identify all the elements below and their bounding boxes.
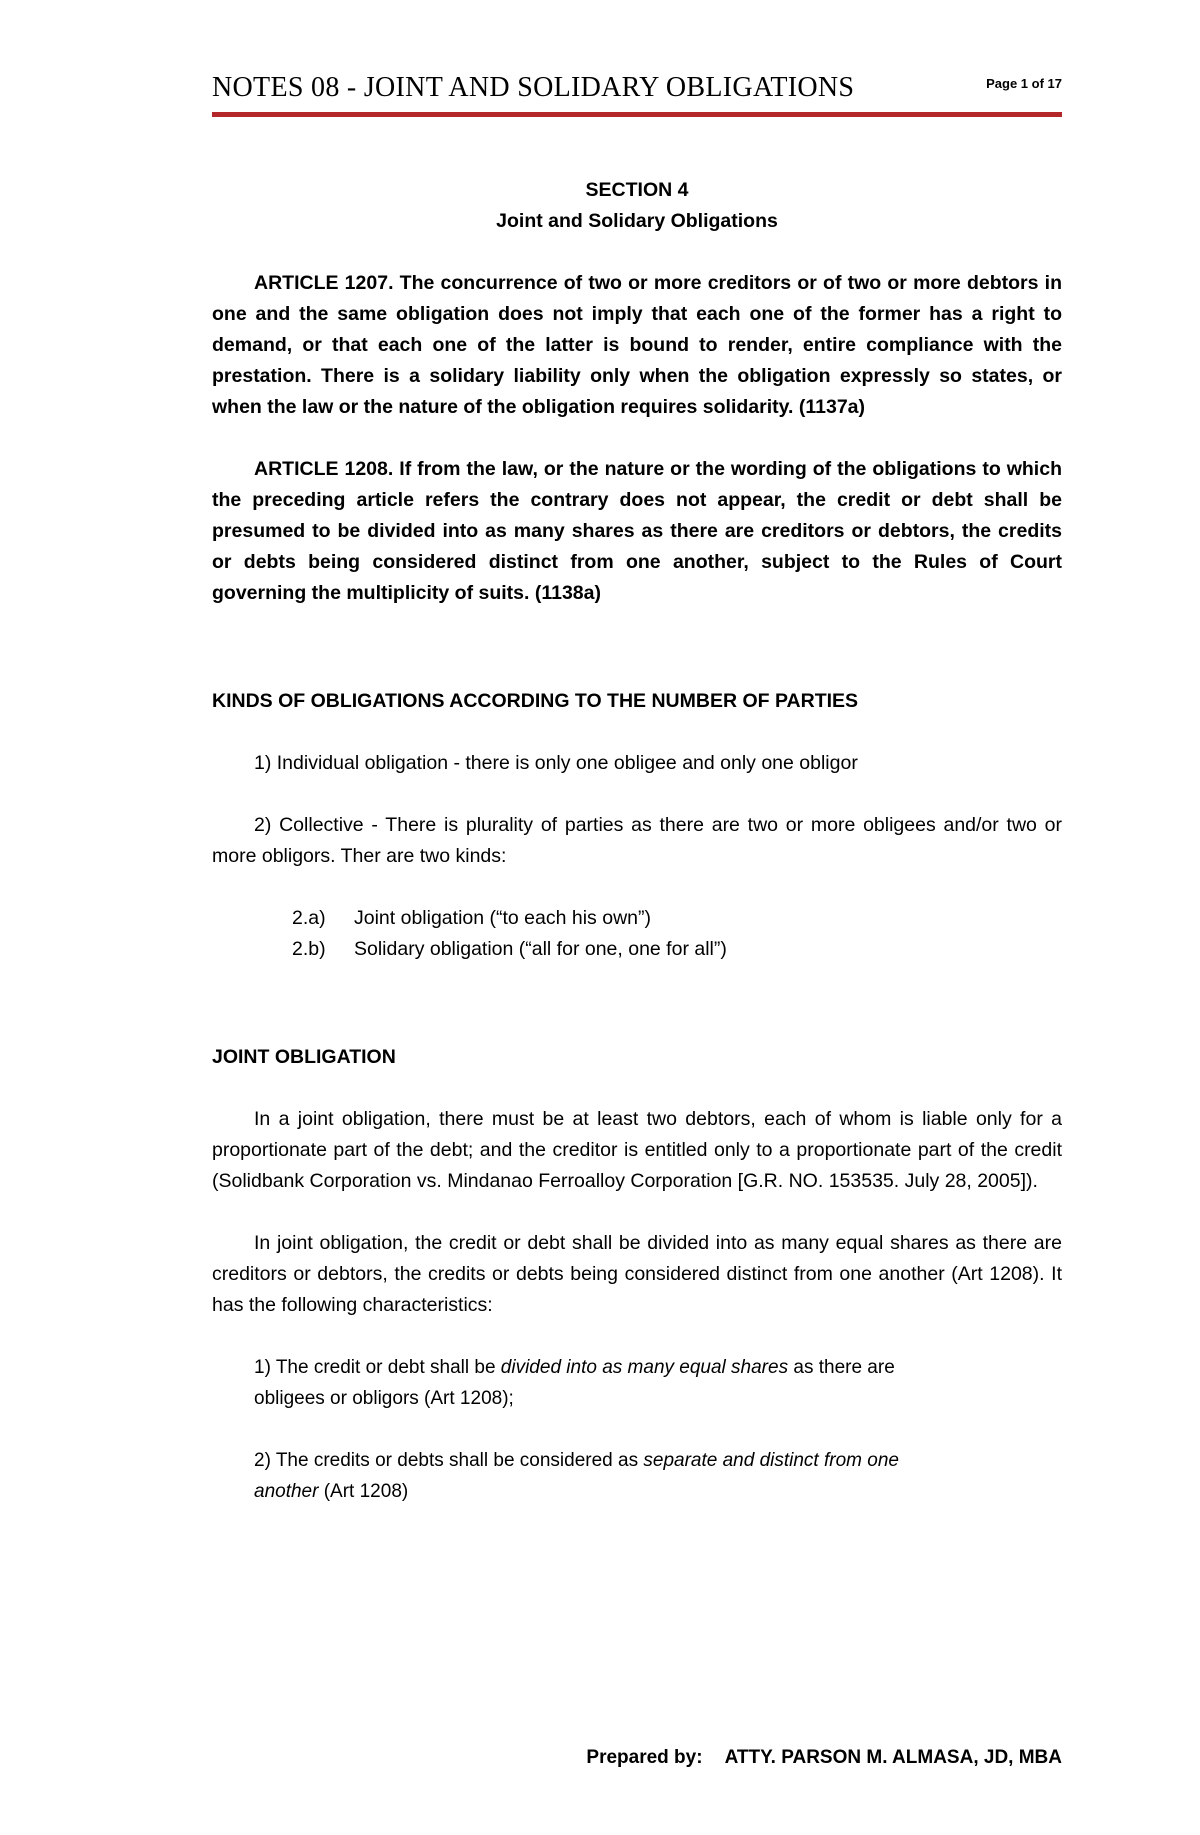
characteristic-1-continued: obligees or obligors (Art 1208); <box>254 1388 514 1409</box>
list-item <box>292 903 1062 934</box>
subkind-text: Joint obligation (“to each his own”) <box>354 907 651 929</box>
subkind-label: 2.b) <box>292 938 326 960</box>
kinds-item-individual: 1) Individual obligation - there is only one obligee and only one obligor <box>254 752 858 774</box>
subkind-text: Solidary obligation (“all for one, one for all”) <box>354 938 727 960</box>
page-header <box>212 72 1062 117</box>
characteristic-1: 1) The credit or debt shall be divided into as many equal shares as there are <box>254 1357 895 1378</box>
document-title: NOTES 08 - JOINT AND SOLIDARY OBLIGATIONS <box>212 72 855 103</box>
page-footer <box>586 1747 1062 1769</box>
kinds-item-collective: 2) Collective - There is plurality of parties as there are two or more obligees and/or two or more obligors. Ther are two kinds: <box>212 814 1062 867</box>
section-number: SECTION 4 <box>585 179 689 201</box>
prepared-by-label: Prepared by: <box>586 1747 703 1768</box>
joint-paragraph-1: In a joint obligation, there must be at least two debtors, each of whom is liable only for a proportionate part of the debt; and the creditor is entitled only to a proportionate part of the credit (Solidbank Corporation vs. Mindanao Ferroalloy Corporation [G.R. NO. 153535. July 28, 2005]). <box>212 1108 1062 1192</box>
subkind-label: 2.a) <box>292 907 326 929</box>
characteristic-2-continued: another (Art 1208) <box>254 1481 409 1502</box>
document-body <box>212 175 1062 1507</box>
characteristic-2: 2) The credits or debts shall be considered as separate and distinct from one <box>254 1450 899 1471</box>
page-number: Page 1 of 17 <box>986 76 1062 91</box>
article-1208: ARTICLE 1208. If from the law, or the nature or the wording of the obligations to which the preceding article refers the contrary does not appear, the credit or debt shall be presumed to be divided into as many shares as there are creditors or debtors, the credits or debts being considered distinct from one another, subject to the Rules of Court governing the multiplicity of suits. (1138a) <box>212 458 1062 604</box>
kinds-heading: KINDS OF OBLIGATIONS ACCORDING TO THE NUMBER OF PARTIES <box>212 690 859 712</box>
author-name: ATTY. PARSON M. ALMASA, JD, MBA <box>724 1747 1062 1768</box>
joint-heading: JOINT OBLIGATION <box>212 1046 396 1068</box>
article-1207: ARTICLE 1207. The concurrence of two or more creditors or of two or more debtors in one and the same obligation does not imply that each one of the former has a right to demand, or that each one of the latter is bound to render, entire compliance with the prestation. There is a solidary liability only when the obligation expressly so states, or when the law or the nature of the obligation requires solidarity. (1137a) <box>212 272 1062 418</box>
section-title: Joint and Solidary Obligations <box>496 210 778 232</box>
list-item <box>292 934 1062 965</box>
joint-paragraph-2: In joint obligation, the credit or debt shall be divided into as many equal shares as there are creditors or debtors, the credits or debts being considered distinct from one another (Art 1208). It has the following characteristics: <box>212 1232 1062 1316</box>
collective-subkinds <box>212 903 1062 965</box>
